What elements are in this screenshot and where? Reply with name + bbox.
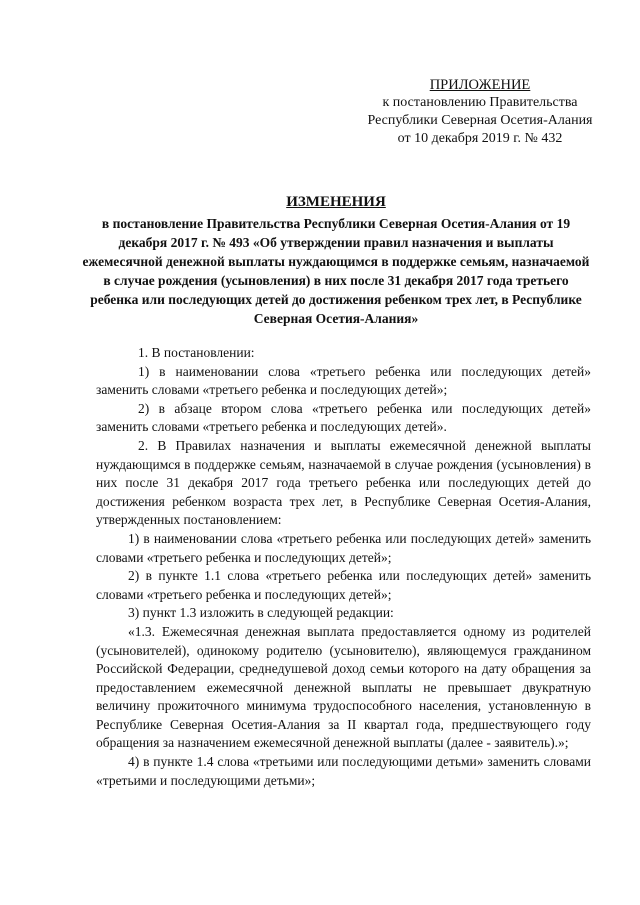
- appendix-date: от 10 декабря 2019 г. № 432: [397, 131, 563, 146]
- heading-title: ИЗМЕНЕНИЯ: [286, 194, 386, 210]
- paragraph: 2) в пункте 1.1 слова «третьего ребенка или последующих детей» заменить словами «третьего ребенка и последующих детей»;: [96, 568, 591, 602]
- appendix-line: к постановлению Правительства: [382, 95, 578, 110]
- appendix-block: [350, 76, 610, 148]
- paragraph: 1) в наименовании слова «третьего ребенка или последующих детей» заменить словами «третьего ребенка и последующих детей»;: [96, 530, 591, 565]
- appendix-title: ПРИЛОЖЕНИЕ: [429, 77, 531, 93]
- quoted-paragraph: «1.3. Ежемесячная денежная выплата предоставляется одному из родителей (усыновителей), одинокому родителю (усыновителю), являющемуся гражданином Российской Федерации, среднедушевой доход семьи которого на дату обращения за предоставлением ежемесячной денежной выплаты не превышает двукратную величину прожиточного минимума трудоспособного населения, установленную в Республике Северная Осетия-Алания за II квартал года, предшествующего году обращения за назначением ежемесячной денежной выплаты (далее - заявитель).»;: [96, 623, 591, 751]
- paragraph: 1) в наименовании слова «третьего ребенка или последующих детей» заменить словами «третьего ребенка и последующих детей»;: [96, 363, 591, 398]
- document-heading: [80, 192, 592, 328]
- paragraph: 2) в абзаце втором слова «третьего ребенка или последующих детей» заменить словами «третьего ребенка и последующих детей».: [96, 400, 591, 435]
- appendix-line: Республики Северная Осетия-Алания: [367, 113, 593, 128]
- paragraph: 3) пункт 1.3 изложить в следующей редакции:: [128, 605, 394, 621]
- paragraph: 4) в пункте 1.4 слова «третьими или последующими детьми» заменить словами «третьими и последующими детьми»;: [96, 754, 591, 788]
- heading-subtitle: в постановление Правительства Республики Северная Осетия-Алания от 19 декабря 2017 г. № 493 «Об утверждении правил назначения и выплаты ежемесячной денежной выплаты нуждающимся в поддержке семьям, назначаемой в случае рождения (усыновления) в них после 31 декабря 2017 года третьего ребенка или последующих детей до достижения ребенком трех лет, в Республике Северная Осетия-Алания»: [82, 216, 590, 326]
- paragraph: 1. В постановлении:: [138, 345, 255, 360]
- document-body: [96, 344, 591, 790]
- paragraph: 2. В Правилах назначения и выплаты ежемесячной денежной выплаты нуждающимся в поддержке семьям, назначаемой в случае рождения (усыновления) в них после 31 декабря 2017 года третьего ребенка или последующих детей до достижения ребенком возраста трех лет, в Республике Северная Осетия-Алания, утвержденных постановлением:: [96, 437, 591, 528]
